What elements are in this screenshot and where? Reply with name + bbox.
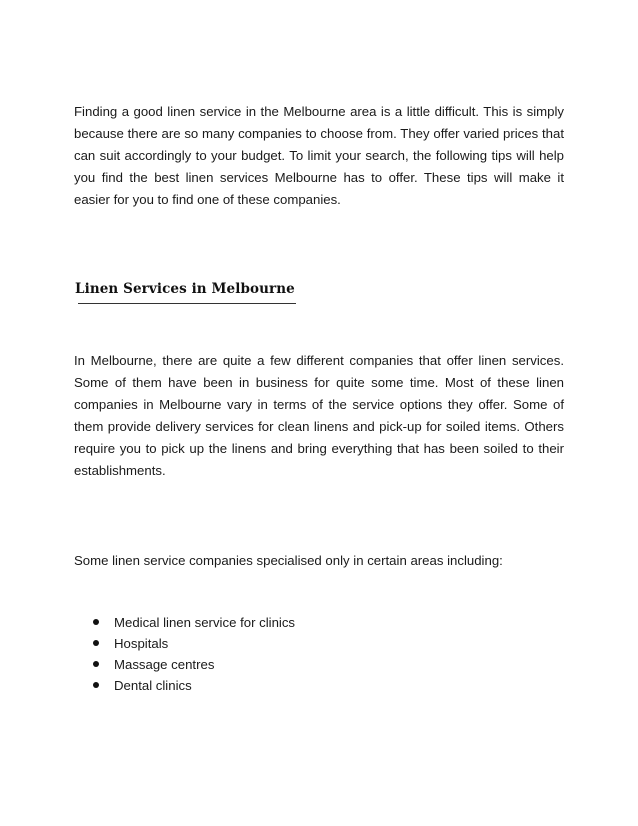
bullet-icon	[93, 661, 99, 667]
bullet-icon	[93, 619, 99, 625]
intro-paragraph: Finding a good linen service in the Melbourne area is a little difficult. This is simply because there are so many companies to choose from. They offer varied prices that can suit accordingly to your budget. To limit your search, the following tips will help you find the best linen services Melbourne has to offer. These tips will make it easier for you to find one of these companies.	[74, 104, 564, 207]
section-paragraph: In Melbourne, there are quite a few different companies that offer linen services. Some of them have been in business for quite some time. Most of these linen companies in Melbourne vary in terms of the service options they offer. Some of them provide delivery services for clean linens and pick-up for soiled items. Others require you to pick up the linens and bring everything that has been soiled to their establishments.	[74, 353, 564, 478]
section-heading: Linen Services in Melbourne	[75, 281, 295, 297]
list-item-text: Hospitals	[114, 636, 169, 651]
list-item-text: Medical linen service for clinics	[114, 615, 296, 630]
list-item-text: Dental clinics	[114, 678, 192, 693]
bullet-icon	[93, 682, 99, 688]
bullet-icon	[93, 640, 99, 646]
list-item-text: Massage centres	[114, 657, 215, 672]
heading-underline	[78, 303, 296, 304]
list-intro: Some linen service companies specialised only in certain areas including:	[74, 553, 503, 568]
